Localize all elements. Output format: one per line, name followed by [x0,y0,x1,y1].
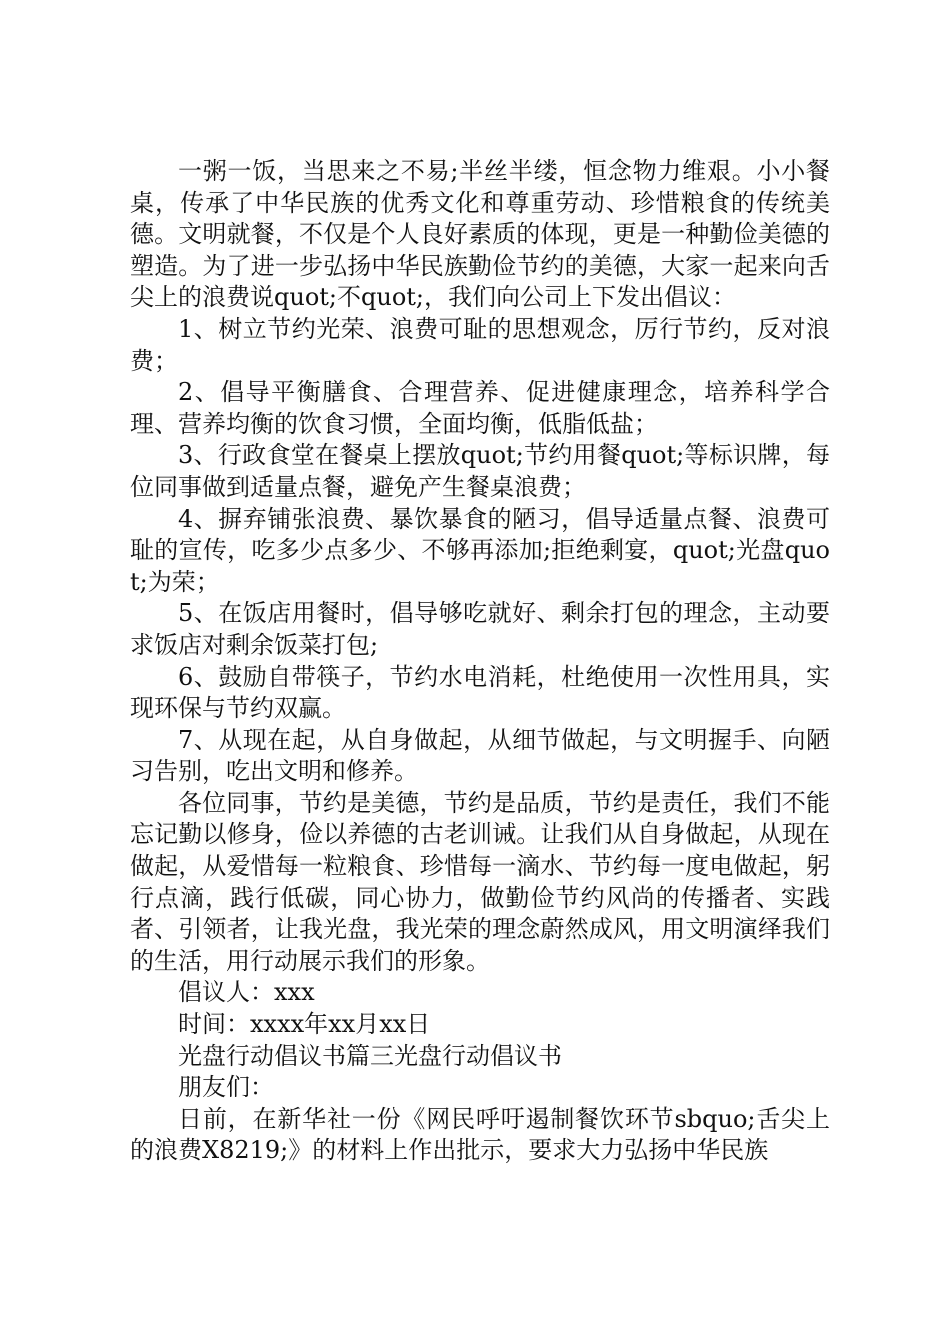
proposal-item-1: 1、树立节约光荣、浪费可耻的思想观念，厉行节约，反对浪费； [130,314,830,375]
proposal-item-4: 4、摒弃铺张浪费、暴饮暴食的陋习，倡导适量点餐、浪费可耻的宣传，吃多少点多少、不够再添加;拒绝剩宴，quot;光盘quot;为荣； [130,504,830,596]
salutation: 朋友们： [178,1073,274,1102]
body-paragraph: 日前，在新华社一份《网民呼吁遏制餐饮环节sbquo;舌尖上的浪费X8219;》的材料上作出批示，要求大力弘扬中华民族 [130,1104,830,1165]
proposer-line: 倡议人：xxx [178,978,315,1007]
proposal-item-3: 3、行政食堂在餐桌上摆放quot;节约用餐quot;等标识牌，每位同事做到适量点餐，避免产生餐桌浪费； [130,441,830,501]
proposal-item-7: 7、从现在起，从自身做起，从细节做起，与文明握手、向陋习告别，吃出文明和修养。 [130,725,830,786]
closing-paragraph: 各位同事，节约是美德，节约是品质，节约是责任，我们不能忘记勤以修身，俭以养德的古老训诫。让我们从自身做起，从现在做起，从爱惜每一粒粮食、珍惜每一滴水、节约每一度电做起，躬行点滴，践行低碳，同心协力，做勤俭节约风尚的传播者、实践者、引领者，让我光盘，我光荣的理念蔚然成风，用文明演绎我们的生活，用行动展示我们的形象。 [130,788,830,975]
date-line: 时间：xxxx年xx月xx日 [178,1010,431,1039]
section-title: 光盘行动倡议书篇三光盘行动倡议书 [178,1041,562,1070]
proposal-item-2: 2、倡导平衡膳食、合理营养、促进健康理念，培养科学合理、营养均衡的饮食习惯，全面均衡，低脂低盐； [130,378,830,438]
intro-paragraph: 一粥一饭，当思来之不易;半丝半缕，恒念物力维艰。小小餐桌，传承了中华民族的优秀文化和尊重劳动、珍惜粮食的传统美德。文明就餐，不仅是个人良好素质的体现，更是一种勤俭美德的塑造。为了进一步弘扬中华民族勤俭节约的美德，大家一起来向舌尖上的浪费说quot;不quot;，我们向公司上下发出倡议： [130,157,830,312]
proposal-item-6: 6、鼓励自带筷子，节约水电消耗，杜绝使用一次性用具，实现环保与节约双赢。 [130,662,830,723]
document-body [130,156,830,1167]
proposal-item-5: 5、在饭店用餐时，倡导够吃就好、剩余打包的理念，主动要求饭店对剩余饭菜打包; [130,599,830,659]
